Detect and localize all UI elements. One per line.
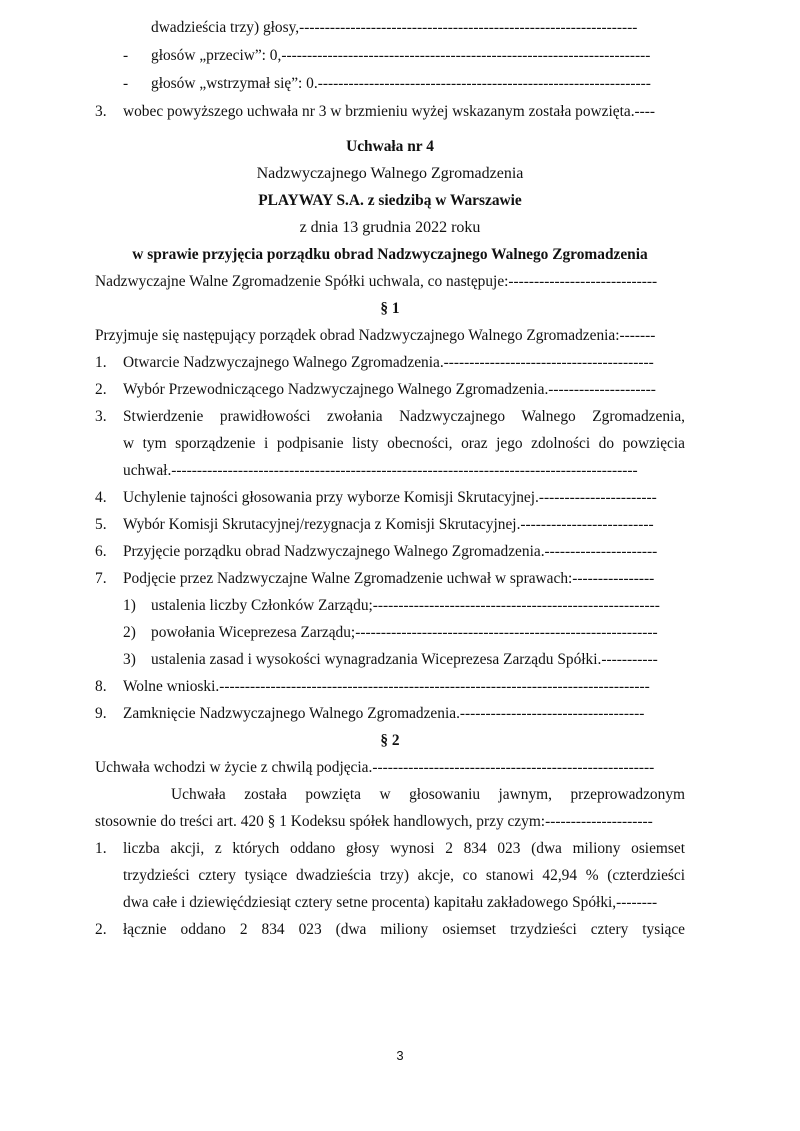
resolution-body: Nadzwyczajnego Walnego Zgromadzenia bbox=[256, 165, 524, 182]
list-number: 8. bbox=[95, 678, 107, 695]
bullet: - bbox=[123, 47, 129, 64]
agenda-item-8: Wolne wnioski.------------------------------------------------------------------------------------ bbox=[123, 678, 650, 695]
list-number: 1. bbox=[95, 840, 107, 857]
list-number: 2. bbox=[95, 921, 107, 938]
agenda-subitem-3: ustalenia zasad i wysokości wynagradzania Wiceprezesa Zarządu Spółki.----------- bbox=[151, 651, 658, 668]
agenda-subitem-2: powołania Wiceprezesa Zarządu;----------------------------------------------------------- bbox=[151, 624, 658, 641]
list-number: 3. bbox=[95, 408, 107, 425]
list-number: 3. bbox=[95, 103, 107, 120]
list-number: 9. bbox=[95, 705, 107, 722]
votes-abstain: głosów „wstrzymał się”: 0.----------------------------------------------------------------- bbox=[151, 75, 651, 92]
list-number: 7. bbox=[95, 570, 107, 587]
resolution-date: z dnia 13 grudnia 2022 roku bbox=[299, 219, 481, 236]
voting-intro-line1: Uchwała została powzięta w głosowaniu jawnym, przeprowadzonym bbox=[171, 786, 685, 803]
agenda-item-7: Podjęcie przez Nadzwyczajne Walne Zgromadzenie uchwał w sprawach:---------------- bbox=[123, 570, 655, 587]
voting-item-1-line1: liczba akcji, z których oddano głosy wynosi 2 834 023 (dwa miliony osiemset bbox=[123, 840, 685, 857]
voting-item-1-line3: dwa całe i dziewięćdziesiąt cztery setne procenta) kapitału zakładowego Spółki,-------- bbox=[123, 894, 658, 911]
resolution-company: PLAYWAY S.A. z siedzibą w Warszawie bbox=[258, 192, 522, 209]
page-number: 3 bbox=[396, 1048, 404, 1063]
agenda-item-2: Wybór Przewodniczącego Nadzwyczajnego Walnego Zgromadzenia.--------------------- bbox=[123, 381, 656, 398]
voting-item-2-line1: łącznie oddano 2 834 023 (dwa miliony osiemset trzydzieści cztery tysiące bbox=[123, 921, 685, 938]
section-2-text: Uchwała wchodzi w życie z chwilą podjęcia.------------------------------------------------------- bbox=[95, 759, 655, 776]
list-number: 1. bbox=[95, 354, 107, 371]
agenda-item-3-line2: w tym sporządzenie i podpisanie listy obecności, oraz jego zdolności do powzięcia bbox=[123, 435, 685, 452]
list-number: 5. bbox=[95, 516, 107, 533]
resolution-intro: Nadzwyczajne Walne Zgromadzenie Spółki uchwala, co następuje:----------------------------- bbox=[95, 273, 658, 290]
list-number: 6. bbox=[95, 543, 107, 560]
votes-against: głosów „przeciw”: 0,------------------------------------------------------------------------ bbox=[151, 47, 651, 64]
resolution-title: Uchwała nr 4 bbox=[346, 138, 434, 155]
resolution-3-result: wobec powyższego uchwała nr 3 w brzmieniu wyżej wskazanym została powzięta.---- bbox=[123, 103, 656, 120]
agenda-item-5: Wybór Komisji Skrutacyjnej/rezygnacja z Komisji Skrutacyjnej.-------------------------- bbox=[123, 516, 654, 533]
sub-list-number: 2) bbox=[123, 624, 136, 641]
resolution-subject: w sprawie przyjęcia porządku obrad Nadzwyczajnego Walnego Zgromadzenia bbox=[132, 246, 648, 263]
agenda-item-3-line1: Stwierdzenie prawidłowości zwołania Nadzwyczajnego Walnego Zgromadzenia, bbox=[123, 408, 685, 425]
agenda-item-4: Uchylenie tajności głosowania przy wyborze Komisji Skrutacyjnej.----------------------- bbox=[123, 489, 657, 506]
agenda-lead: Przyjmuje się następujący porządek obrad Nadzwyczajnego Walnego Zgromadzenia:------- bbox=[95, 327, 656, 344]
voting-intro-line2: stosownie do treści art. 420 § 1 Kodeksu spółek handlowych, przy czym:--------------------- bbox=[95, 813, 653, 830]
section-1-heading: § 1 bbox=[380, 300, 400, 317]
agenda-item-9: Zamknięcie Nadzwyczajnego Walnego Zgromadzenia.------------------------------------ bbox=[123, 705, 645, 722]
list-number: 2. bbox=[95, 381, 107, 398]
list-number: 4. bbox=[95, 489, 107, 506]
vote-count-continuation: dwadzieścia trzy) głosy,------------------------------------------------------------------ bbox=[151, 19, 638, 36]
section-2-heading: § 2 bbox=[380, 732, 400, 749]
agenda-item-3-line3: uchwał.------------------------------------------------------------------------------------------- bbox=[123, 462, 638, 479]
voting-item-1-line2: trzydzieści cztery tysiące dwadzieścia trzy) akcje, co stanowi 42,94 % (czterdzieści bbox=[123, 867, 685, 884]
sub-list-number: 1) bbox=[123, 597, 136, 614]
bullet: - bbox=[123, 75, 129, 92]
agenda-subitem-1: ustalenia liczby Członków Zarządu;-------------------------------------------------------- bbox=[151, 597, 660, 614]
sub-list-number: 3) bbox=[123, 651, 136, 668]
agenda-item-1: Otwarcie Nadzwyczajnego Walnego Zgromadzenia.----------------------------------------- bbox=[123, 354, 654, 371]
agenda-item-6: Przyjęcie porządku obrad Nadzwyczajnego Walnego Zgromadzenia.---------------------- bbox=[123, 543, 658, 560]
